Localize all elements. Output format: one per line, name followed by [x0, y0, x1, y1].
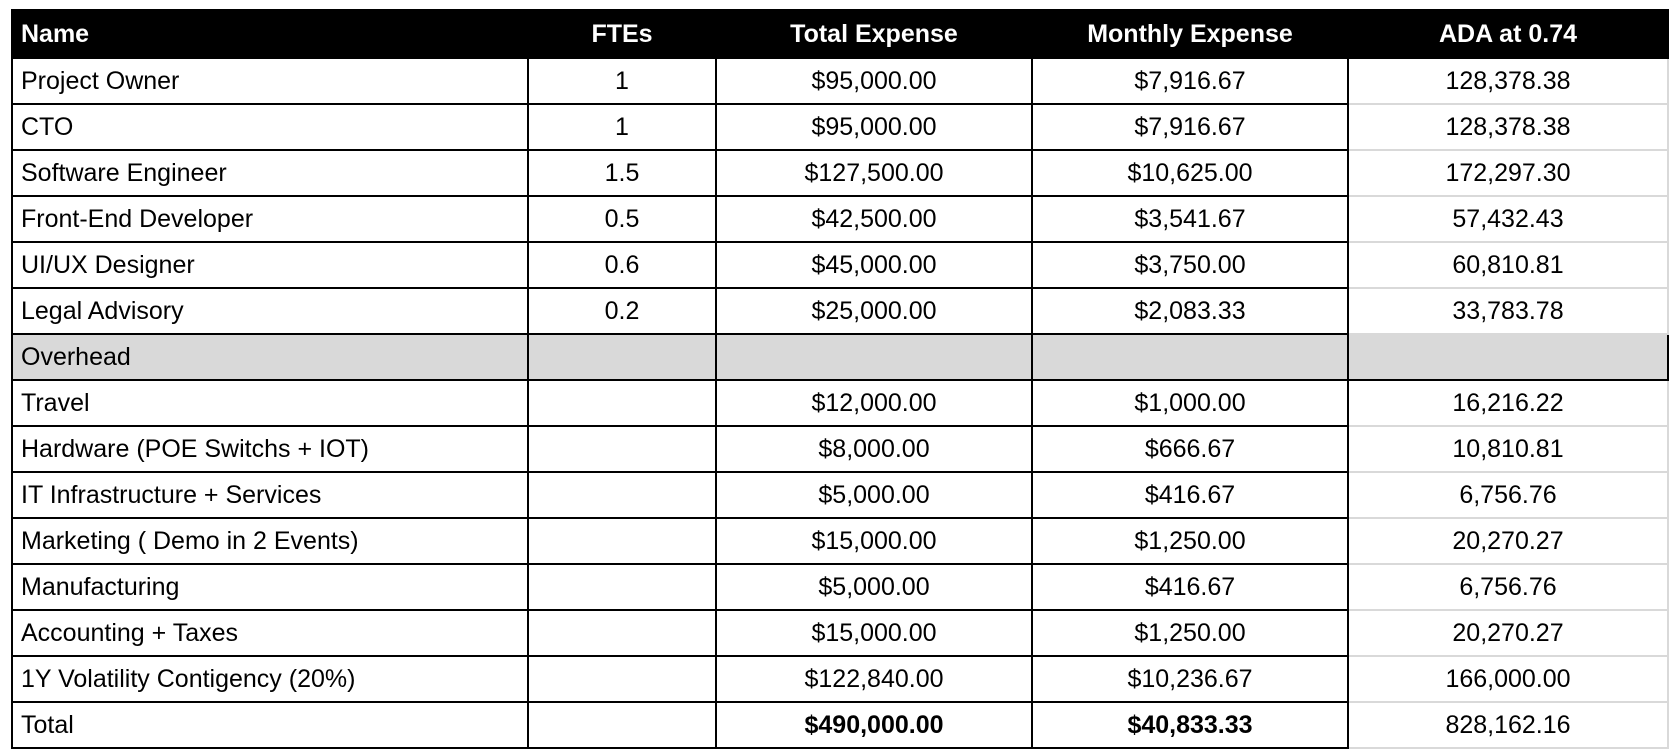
table-row — [12, 288, 1668, 334]
table-row — [12, 426, 1668, 472]
cell-total-expense[interactable]: $122,840.00 — [716, 656, 1032, 702]
cell-total-expense[interactable] — [716, 334, 1032, 380]
header-ada[interactable]: ADA at 0.74 — [1348, 10, 1668, 58]
cell-ada[interactable]: 6,756.76 — [1348, 564, 1668, 610]
cell-name[interactable]: Front-End Developer — [12, 196, 528, 242]
table-row — [12, 564, 1668, 610]
total-row — [12, 702, 1668, 748]
cell-total-expense[interactable]: $5,000.00 — [716, 472, 1032, 518]
cell-ada[interactable]: 128,378.38 — [1348, 104, 1668, 150]
cell-ada[interactable]: 20,270.27 — [1348, 518, 1668, 564]
cell-ftes[interactable] — [528, 656, 716, 702]
cell-name[interactable]: CTO — [12, 104, 528, 150]
cell-monthly-expense[interactable]: $10,625.00 — [1032, 150, 1348, 196]
cell-ftes[interactable] — [528, 472, 716, 518]
table-row — [12, 380, 1668, 426]
cell-monthly-expense[interactable]: $1,250.00 — [1032, 518, 1348, 564]
cell-name[interactable]: Manufacturing — [12, 564, 528, 610]
cell-total-expense[interactable]: $15,000.00 — [716, 518, 1032, 564]
cell-total-expense[interactable]: $15,000.00 — [716, 610, 1032, 656]
cell-monthly-expense[interactable]: $2,083.33 — [1032, 288, 1348, 334]
cell-monthly-expense[interactable]: $10,236.67 — [1032, 656, 1348, 702]
cell-ada[interactable]: 60,810.81 — [1348, 242, 1668, 288]
cell-ada[interactable]: 128,378.38 — [1348, 58, 1668, 104]
cell-total-expense[interactable]: $25,000.00 — [716, 288, 1032, 334]
cell-ada[interactable]: 6,756.76 — [1348, 472, 1668, 518]
cell-ada[interactable]: 10,810.81 — [1348, 426, 1668, 472]
cell-ftes[interactable] — [528, 702, 716, 748]
cell-name[interactable]: Legal Advisory — [12, 288, 528, 334]
cell-ada[interactable]: 828,162.16 — [1348, 702, 1668, 748]
cell-monthly-expense[interactable]: $416.67 — [1032, 564, 1348, 610]
cell-ada[interactable] — [1348, 334, 1668, 380]
cell-ftes[interactable] — [528, 380, 716, 426]
cell-ada[interactable]: 16,216.22 — [1348, 380, 1668, 426]
cell-monthly-expense[interactable] — [1032, 334, 1348, 380]
cell-monthly-expense[interactable]: $7,916.67 — [1032, 104, 1348, 150]
cell-ftes[interactable]: 1.5 — [528, 150, 716, 196]
cell-monthly-expense[interactable]: $3,541.67 — [1032, 196, 1348, 242]
cell-ftes[interactable]: 0.2 — [528, 288, 716, 334]
header-total-expense[interactable]: Total Expense — [716, 10, 1032, 58]
cell-name[interactable]: Hardware (POE Switchs + IOT) — [12, 426, 528, 472]
header-row — [12, 10, 1668, 58]
cell-monthly-expense[interactable]: $416.67 — [1032, 472, 1348, 518]
cell-ftes[interactable] — [528, 564, 716, 610]
table-row — [12, 472, 1668, 518]
cell-total-expense[interactable]: $490,000.00 — [716, 702, 1032, 748]
table-row — [12, 58, 1668, 104]
table-row — [12, 610, 1668, 656]
section-row-overhead — [12, 334, 1668, 380]
cell-total-expense[interactable]: $8,000.00 — [716, 426, 1032, 472]
cell-ada[interactable]: 20,270.27 — [1348, 610, 1668, 656]
cell-name[interactable]: Overhead — [12, 334, 528, 380]
header-name[interactable]: Name — [12, 10, 528, 58]
cell-name[interactable]: Travel — [12, 380, 528, 426]
cell-monthly-expense[interactable]: $1,250.00 — [1032, 610, 1348, 656]
cell-ada[interactable]: 166,000.00 — [1348, 656, 1668, 702]
cell-name[interactable]: 1Y Volatility Contigency (20%) — [12, 656, 528, 702]
header-monthly-expense[interactable]: Monthly Expense — [1032, 10, 1348, 58]
cell-total-expense[interactable]: $5,000.00 — [716, 564, 1032, 610]
header-ftes[interactable]: FTEs — [528, 10, 716, 58]
cell-name[interactable]: Project Owner — [12, 58, 528, 104]
cell-ftes[interactable]: 1 — [528, 58, 716, 104]
table-row — [12, 656, 1668, 702]
cell-ada[interactable]: 33,783.78 — [1348, 288, 1668, 334]
cell-ftes[interactable]: 0.5 — [528, 196, 716, 242]
cell-ftes[interactable]: 0.6 — [528, 242, 716, 288]
cell-total-expense[interactable]: $12,000.00 — [716, 380, 1032, 426]
cell-ada[interactable]: 57,432.43 — [1348, 196, 1668, 242]
cell-name[interactable]: Accounting + Taxes — [12, 610, 528, 656]
table-row — [12, 150, 1668, 196]
cell-name[interactable]: UI/UX Designer — [12, 242, 528, 288]
table-row — [12, 242, 1668, 288]
cell-ftes[interactable] — [528, 334, 716, 380]
cell-name[interactable]: Marketing ( Demo in 2 Events) — [12, 518, 528, 564]
cell-total-expense[interactable]: $42,500.00 — [716, 196, 1032, 242]
cell-ftes[interactable] — [528, 518, 716, 564]
cell-ftes[interactable] — [528, 426, 716, 472]
cell-name[interactable]: IT Infrastructure + Services — [12, 472, 528, 518]
cell-total-expense[interactable]: $45,000.00 — [716, 242, 1032, 288]
cell-ftes[interactable]: 1 — [528, 104, 716, 150]
cell-total-expense[interactable]: $127,500.00 — [716, 150, 1032, 196]
table-row — [12, 518, 1668, 564]
budget-sheet — [11, 9, 1669, 749]
cell-monthly-expense[interactable]: $3,750.00 — [1032, 242, 1348, 288]
cell-name[interactable]: Software Engineer — [12, 150, 528, 196]
cell-monthly-expense[interactable]: $666.67 — [1032, 426, 1348, 472]
table-row — [12, 196, 1668, 242]
cell-total-expense[interactable]: $95,000.00 — [716, 58, 1032, 104]
cell-monthly-expense[interactable]: $7,916.67 — [1032, 58, 1348, 104]
cell-name[interactable]: Total — [12, 702, 528, 748]
cell-monthly-expense[interactable]: $1,000.00 — [1032, 380, 1348, 426]
cell-monthly-expense[interactable]: $40,833.33 — [1032, 702, 1348, 748]
budget-table — [11, 9, 1669, 749]
table-row — [12, 104, 1668, 150]
cell-ada[interactable]: 172,297.30 — [1348, 150, 1668, 196]
cell-total-expense[interactable]: $95,000.00 — [716, 104, 1032, 150]
cell-ftes[interactable] — [528, 610, 716, 656]
